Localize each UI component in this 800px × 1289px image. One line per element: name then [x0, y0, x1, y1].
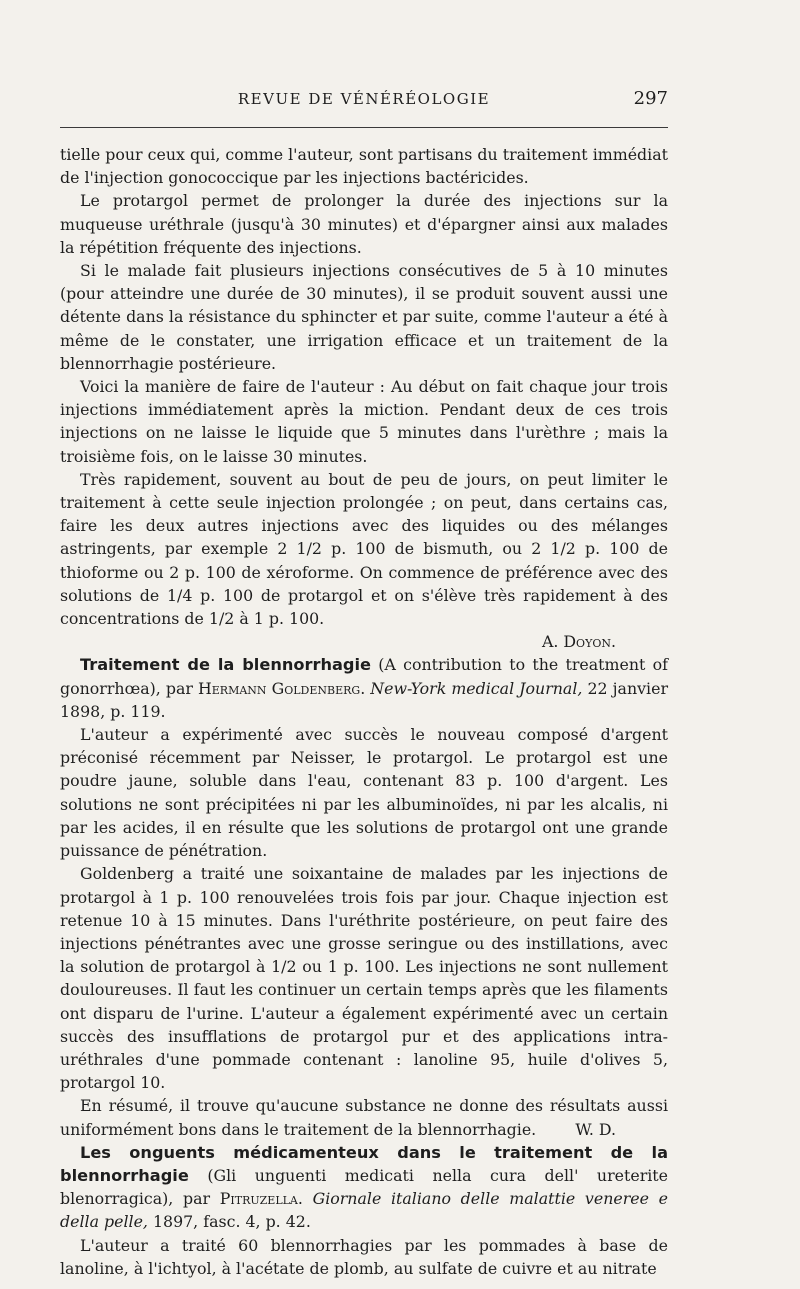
article-heading — [60, 1141, 668, 1234]
article-title: Traitement de la blennorrhagie — [80, 655, 372, 675]
article-title: Les onguents médicamenteux dans le traitement de la blennorrhagie — [60, 1142, 668, 1185]
paragraph: L'auteur a expérimenté avec succès le nouveau composé d'argent préconisé récemment par Neisser, le protargol. Le protargol est une poudre jaune, soluble dans l'eau, contenant 83 p. 100 d'argent. Les solutions ne sont précipitées ni par les albuminoïdes, ni par les alcalis, ni par les acides, il en résulte que les solutions de protargol ont une grande puissance de pénétration. — [60, 725, 668, 861]
page-number: 297 — [633, 88, 668, 109]
paragraph: Le protargol permet de prolonger la durée des injections sur la muqueuse uréthrale (jusqu'à 30 minutes) et d'épargner ainsi aux malades la répétition fréquente des injections. — [60, 191, 668, 257]
body-text — [60, 143, 668, 1280]
paragraph: Goldenberg a traité une soixantaine de malades par les injections de protargol à 1 p. 100 renouvelées trois fois par jour. Chaque injection est retenue 10 à 15 minutes. Dans l'uréthrite postérieure, on peut faire des injections pénétrantes avec une grosse seringue ou des instillations, avec la solution de protargol à 1/2 ou 1 p. 100. Les injections ne sont nullement douloureuses. Il faut les continuer un certain temps après que les filaments ont disparu de l'urine. L'auteur a également expérimenté avec un certain succès des insufflations de protargol pur et des applications intra-uréthrales d'une pommade contenant : lanoline 95, huile d'olives 5, protargol 10. — [60, 864, 668, 1093]
article-journal: Giornale italiano delle malattie veneree e della pelle, — [60, 1189, 668, 1232]
paragraph — [60, 468, 668, 630]
paragraph: tielle pour ceux qui, comme l'auteur, sont partisans du traitement immédiat de l'injection gonococcique par les injections bactéricides. — [60, 145, 668, 188]
header-rule — [60, 127, 668, 128]
paragraph: Si le malade fait plusieurs injections consécutives de 5 à 10 minutes (pour atteindre une durée de 30 minutes), il se produit souvent aussi une détente dans la résistance du sphincter et par suite, comme l'auteur a été à même de le constater, une irrigation efficace et un traitement de la blennorrhagie postérieure. — [60, 261, 668, 373]
article-ref: 22 janvier 1898, p. 119. — [60, 678, 668, 721]
running-title: REVUE DE VÉNÉRÉOLOGIE — [237, 90, 491, 108]
article-journal: New-York medical Journal, — [370, 678, 583, 698]
article-author: Hermann Goldenberg — [198, 678, 361, 698]
article-ref: (A contribution to the treatment of gonorrhœa), par — [60, 655, 668, 698]
article-heading — [60, 653, 668, 723]
paragraph-text: En résumé, il trouve qu'aucune substance ne donne des résultats aussi uniformément bons dans le traitement de la blennorrhagie. — [60, 1096, 668, 1139]
paragraph: L'auteur a traité 60 blennorrhagies par les pommades à base de lanoline, à l'ichtyol, à l'acétate de plomb, au sulfate de cuivre et au nitrate — [60, 1235, 668, 1278]
article-ref: (Gli unguenti medicati nella cura dell' ureterite blenorragica), par — [60, 1165, 668, 1209]
page-header — [60, 88, 668, 112]
signature: A. Doyon. — [541, 632, 616, 652]
signature: W. D. — [575, 1119, 616, 1139]
article-ref: . — [360, 678, 371, 698]
article-ref: . — [297, 1189, 313, 1209]
paragraph: Voici la manière de faire de l'auteur : Au début on fait chaque jour trois injections immédiatement après la miction. Pendant deux de ces trois injections on ne laisse le liquide que 5 minutes dans l'urèthre ; mais la troisième fois, on le laisse 30 minutes. — [60, 377, 668, 466]
paragraph — [60, 1094, 668, 1140]
article-author: Pitruzella — [219, 1189, 298, 1209]
paragraph-text: Très rapidement, souvent au bout de peu de jours, on peut limiter le traitement à cette seule injection prolongée ; on peut, dans certains cas, faire les deux autres injections avec des liquides ou des mélanges astringents, par exemple 2 1/2 p. 100 de bismuth, ou 2 1/2 p. 100 de thioforme ou 2 p. 100 de xéroforme. On commence de préférence avec des solutions de 1/4 p. 100 de protargol et on s'élève très rapidement à des concentrations de 1/2 à 1 p. 100. — [60, 469, 668, 629]
article-ref: 1897, fasc. 4, p. 42. — [147, 1212, 311, 1232]
